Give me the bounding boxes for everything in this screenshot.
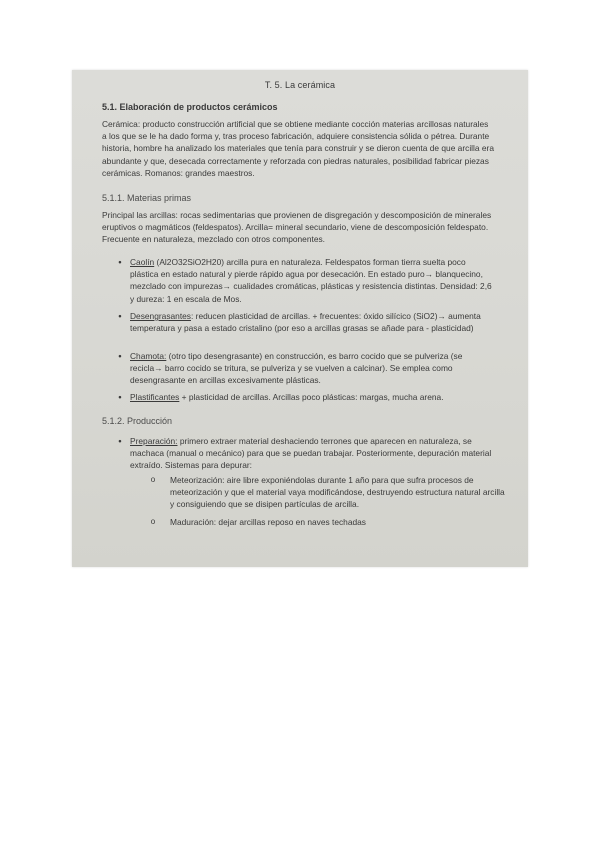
desengrasantes-text: : reducen plasticidad de arcillas. + frecuentes: óxido silícico (SiO2)→ aumenta temperatura y pasa a estado cristalino (por eso a arcillas grasas se añade para - plasticidad) xyxy=(130,311,481,334)
list-item-plastificantes xyxy=(118,391,492,403)
list-item-desengrasantes xyxy=(118,310,492,334)
list-item-preparacion xyxy=(118,435,492,472)
bullet-dot: • xyxy=(118,392,122,402)
term-plastificantes: Plastificantes xyxy=(130,392,180,402)
subsection-heading-produccion: 5.1.2. Producción xyxy=(102,416,173,426)
list-item-chamota xyxy=(118,350,492,387)
plastificantes-text: + plasticidad de arcillas. Arcillas poco plásticas: margas, mucha arena. xyxy=(179,392,444,402)
maduracion-text: Maduración: dejar arcillas reposo en naves techadas xyxy=(170,517,366,527)
bullet-dot: • xyxy=(118,257,122,267)
list-item-caolin xyxy=(118,256,492,305)
sublist-item-meteorizacion xyxy=(150,474,506,511)
circle-bullet-icon: o xyxy=(150,517,156,526)
chamota-text: (otro tipo desengrasante) en construcción, es barro cocido que se pulveriza (se recicla→ barro cocido se tritura, se pulveriza y se vuelven a calcinar). Se emplea como desengrasante en arcillas excesivamente plásticas. xyxy=(130,351,463,386)
section-heading: 5.1. Elaboración de productos cerámicos xyxy=(102,102,278,112)
page-title: T. 5. La cerámica xyxy=(264,80,336,90)
intro-paragraph: Cerámica: producto construcción artificial que se obtiene mediante cocción materias arcillosas naturales a los que se le ha dado forma y, tras proceso fabricación, adquiere consistencia sólida o pétrea. Durante historia, hombre ha analizado los materiales que tenía para construir y se dieron cuenta de que arcilla era abundante y que, desecada correctamente y reforzada con piedras naturales, posibilidad fabricar piezas cerámicas. Romanos: grandes maestros. xyxy=(102,119,494,178)
bullet-dot: • xyxy=(118,311,122,321)
bullet-dot: • xyxy=(118,436,122,446)
term-chamota: Chamota: xyxy=(130,351,167,361)
preparacion-text: primero extraer material deshaciendo terrones que aparecen en naturaleza, se machaca (manual o mecánico) para que se puedan trabajar. Posteriormente, depuración material extraído. Sistemas para depurar: xyxy=(130,436,492,471)
term-caolin: Caolín xyxy=(130,257,155,267)
circle-bullet-icon: o xyxy=(150,475,156,484)
term-desengrasantes: Desengrasantes xyxy=(130,311,191,321)
term-preparacion: Preparación: xyxy=(130,436,178,446)
subsection-heading-materias: 5.1.1. Materias primas xyxy=(102,193,192,203)
document-photo xyxy=(72,70,528,567)
sublist-item-maduracion xyxy=(150,516,506,528)
materias-intro-paragraph: Principal las arcillas: rocas sedimentarias que provienen de disgregación y descomposición de minerales eruptivos o magmáticos (feldespatos). Arcilla= mineral secundario, viene de descomposición feldespato. Frecuente en naturaleza, mezclado con otros componentes. xyxy=(102,210,492,245)
caolin-text: (Al2O32SiO2H20) arcilla pura en naturaleza. Feldespatos forman tierra suelta poco plástica en estado natural y pierde rápido agua por desecación. En estado puro→ blanquecino, mezclado con impurezas→ cualidades cromáticas, plásticas y resistencia distintas. Densidad: 2,6 y dureza: 1 en escala de Mos. xyxy=(130,257,492,304)
bullet-dot: • xyxy=(118,351,122,361)
meteorizacion-text: Meteorización: aire libre exponiéndolas durante 1 año para que sufra procesos de meteorización y que el material vaya modificándose, destruyendo estructura natural arcilla y consiguiendo que se disipen partículas de arcilla. xyxy=(170,475,505,510)
